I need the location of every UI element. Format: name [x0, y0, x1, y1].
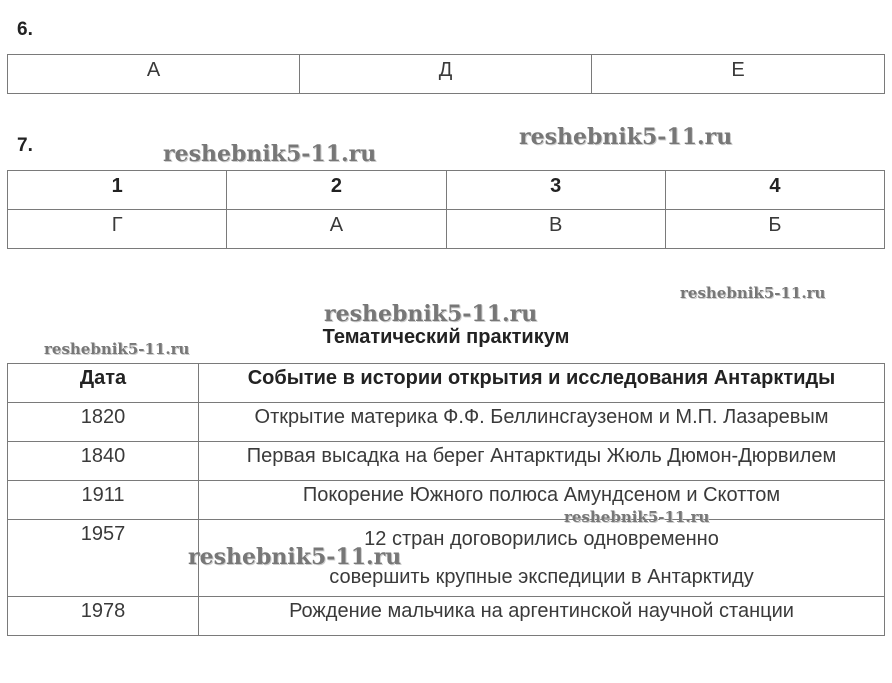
task-6-answer-table: [7, 54, 885, 94]
answer-cell: Д: [300, 55, 592, 94]
table-row: [8, 481, 885, 520]
practicum-title: Тематический практикум: [322, 326, 570, 348]
table-row: [8, 442, 885, 481]
year-cell: 1957: [8, 520, 199, 597]
answer-cell: В: [446, 210, 665, 249]
answer-cell: Е: [592, 55, 885, 94]
event-cell: Первая высадка на берег Антарктиды Жюль Дюмон-Дюрвилем: [199, 442, 885, 481]
task-7-answer-table: [7, 170, 885, 249]
event-cell: Покорение Южного полюса Амундсеном и Скоттом: [199, 481, 885, 520]
watermark: reshebnik5-11.ru: [519, 124, 733, 150]
column-header-date: Дата: [8, 364, 199, 403]
column-header-event: Событие в истории открытия и исследования Антарктиды: [199, 364, 885, 403]
header-cell: 3: [446, 171, 665, 210]
year-cell: 1820: [8, 403, 199, 442]
answer-cell: Б: [665, 210, 884, 249]
table-row: [8, 55, 885, 94]
table-row: [8, 403, 885, 442]
table-header-row: [8, 364, 885, 403]
event-cell: 12 стран договорились одновременно совершить крупные экспедиции в Антарктиду: [199, 520, 885, 597]
answer-cell: А: [8, 55, 300, 94]
answer-cell: А: [227, 210, 446, 249]
watermark: reshebnik5-11.ru: [680, 284, 826, 302]
year-cell: 1911: [8, 481, 199, 520]
year-cell: 1840: [8, 442, 199, 481]
watermark: reshebnik5-11.ru: [324, 301, 538, 327]
table-row: [8, 520, 885, 597]
event-cell: Открытие материка Ф.Ф. Беллинсгаузеном и М.П. Лазаревым: [199, 403, 885, 442]
table-header-row: [8, 171, 885, 210]
header-cell: 1: [8, 171, 227, 210]
watermark: reshebnik5-11.ru: [188, 544, 402, 570]
watermark: reshebnik5-11.ru: [44, 340, 190, 358]
watermark: reshebnik5-11.ru: [564, 508, 710, 526]
header-cell: 4: [665, 171, 884, 210]
watermark: reshebnik5-11.ru: [163, 141, 377, 167]
antarctica-events-table: [7, 363, 885, 636]
task-6-number: 6.: [17, 19, 33, 40]
answer-cell: Г: [8, 210, 227, 249]
table-row: [8, 210, 885, 249]
year-cell: 1978: [8, 597, 199, 636]
task-7-number: 7.: [17, 135, 33, 156]
header-cell: 2: [227, 171, 446, 210]
event-cell: Рождение мальчика на аргентинской научной станции: [199, 597, 885, 636]
table-row: [8, 597, 885, 636]
